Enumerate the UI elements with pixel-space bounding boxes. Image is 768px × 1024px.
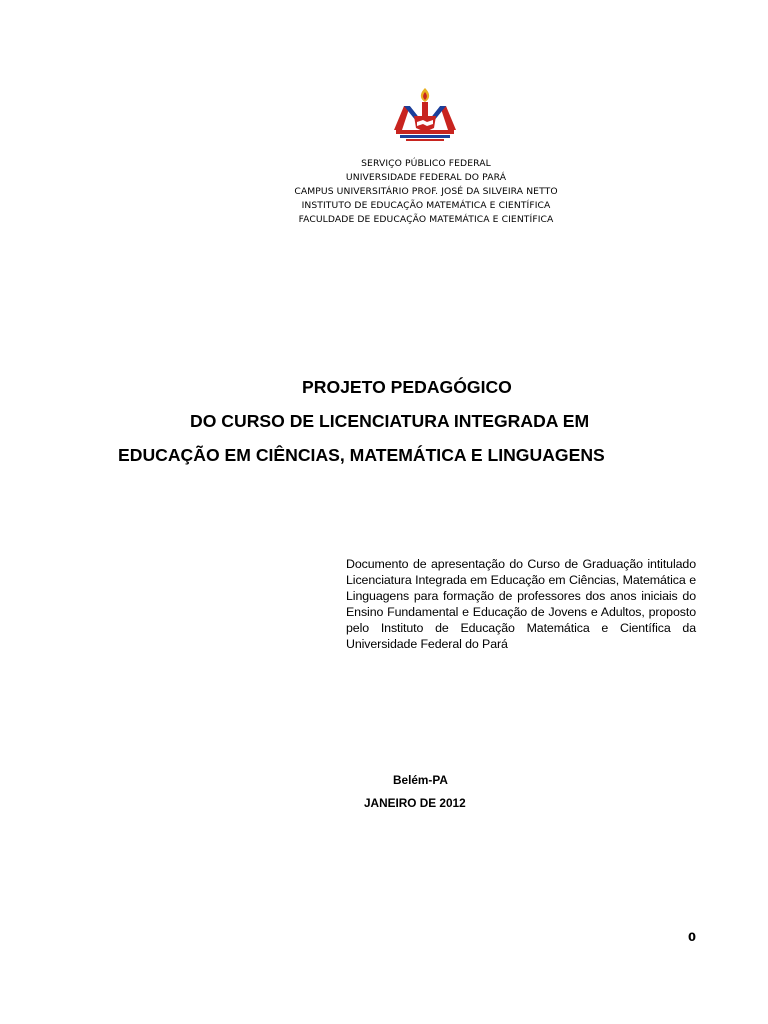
document-place: Belém-PA [393, 773, 448, 787]
header-line-institute: INSTITUTO DE EDUCAÇÃO MATEMÁTICA E CIENTÍFICA [301, 200, 551, 211]
university-seal-icon [390, 86, 460, 148]
document-title-line-1: PROJETO PEDAGÓGICO [302, 377, 512, 397]
header-line-campus: CAMPUS UNIVERSITÁRIO PROF. JOSÉ DA SILVEIRA NETTO [294, 186, 558, 197]
header-line-service: SERVIÇO PÚBLICO FEDERAL [361, 158, 491, 169]
header-line-university: UNIVERSIDADE FEDERAL DO PARÁ [345, 172, 507, 183]
document-title-line-2: DO CURSO DE LICENCIATURA INTEGRADA EM [190, 411, 590, 431]
document-date: JANEIRO DE 2012 [364, 796, 466, 810]
page-number: 0 [688, 930, 697, 944]
document-abstract: Documento de apresentação do Curso de Graduação intitulado Licenciatura Integrada em Educação em Ciências, Matemática e Linguagens para formação de professores dos anos iniciais do Ensino Fundamental e Educação de Jovens e Adultos, proposto pelo Instituto de Educação Matemática e Científica da Universidade Federal do Pará [346, 557, 696, 652]
header-line-faculty: FACULDADE DE EDUCAÇÃO MATEMÁTICA E CIENTÍFICA [298, 214, 554, 225]
institution-header [200, 157, 652, 227]
document-title-line-3: EDUCAÇÃO EM CIÊNCIAS, MATEMÁTICA E LINGUAGENS [118, 445, 605, 465]
